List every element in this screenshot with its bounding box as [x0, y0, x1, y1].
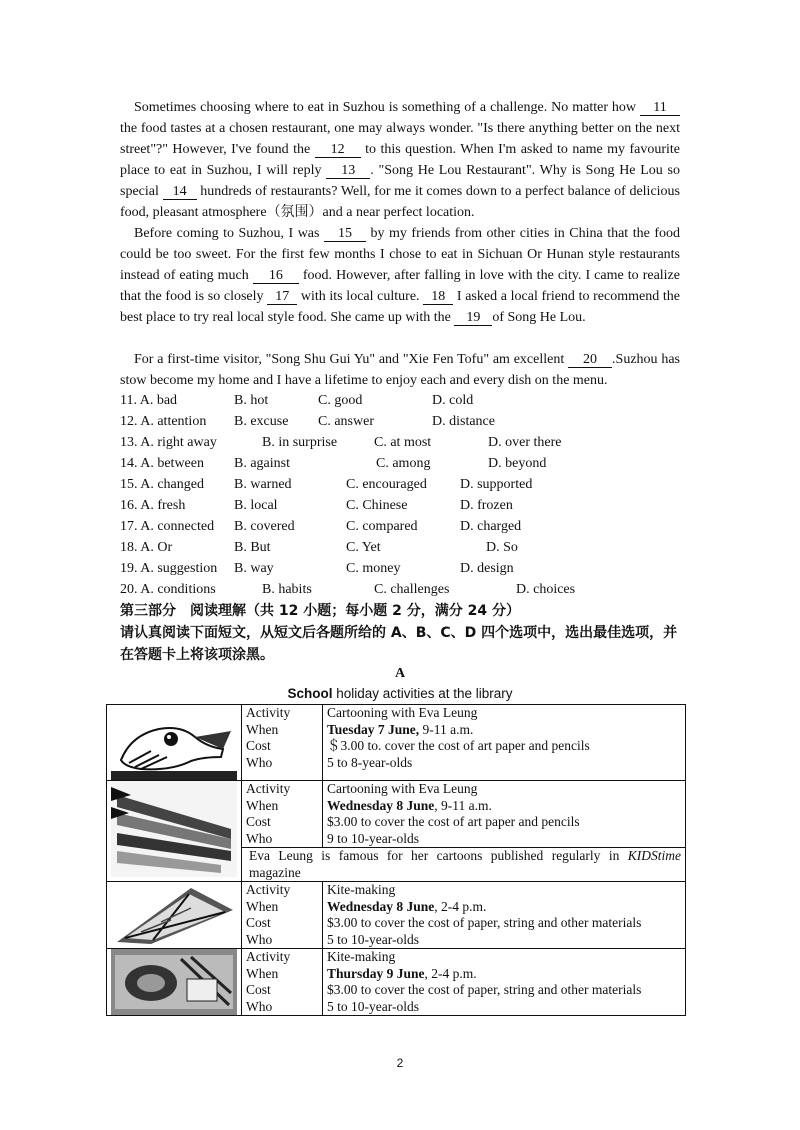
blank-17: 17	[267, 289, 297, 305]
activity-image-cell	[107, 882, 242, 949]
option-row	[120, 432, 700, 453]
option-b: B. But	[234, 540, 271, 555]
option-d: D. frozen	[460, 498, 513, 513]
option-a: 19. A. suggestion	[120, 561, 218, 576]
option-d: D. choices	[516, 582, 576, 597]
activity-details: Cartooning with Eva Leung Wednesday 8 June, 9-11 a.m. $3.00 to cover the cost of art paper and pencils 9 to 10-year-olds	[323, 781, 686, 848]
activity-details: Cartooning with Eva Leung Tuesday 7 June, 9-11 a.m. ＄3.00 to. cover the cost of art paper and pencils 5 to 8-year-olds	[323, 705, 686, 781]
activity-details: Kite-making Thursday 9 June, 2-4 p.m. $3.00 to cover the cost of paper, string and other materials 5 to 10-year-olds	[323, 949, 686, 1016]
passage-paragraph-3: For a first-time visitor, "Song Shu Gui Yu" and "Xie Fen Tofu" am excellent 20 .Suzhou has stow become my home and I have a lifetime to enjoy each and every dish on the menu.	[120, 352, 680, 388]
blank-13: 13	[326, 163, 370, 179]
blank-15: 15	[324, 226, 366, 242]
option-c: C. at most	[374, 435, 432, 450]
activity-image-cell	[107, 781, 242, 882]
option-d: D. So	[486, 540, 518, 555]
option-a: 14. A. between	[120, 456, 204, 471]
option-c: C. compared	[346, 519, 418, 534]
activity-labels: Activity When Cost Who	[242, 781, 323, 848]
option-a: 13. A. right away	[120, 435, 217, 450]
duck-cartoon-image	[111, 705, 237, 780]
option-row	[120, 453, 700, 474]
option-c: C. Yet	[346, 540, 381, 555]
option-a: 18. A. Or	[120, 540, 173, 555]
option-b: B. warned	[234, 477, 292, 492]
option-row	[120, 516, 700, 537]
option-d: D. charged	[460, 519, 522, 534]
option-row	[120, 558, 700, 579]
blank-20: 20	[568, 352, 612, 368]
kite-frame-image	[111, 882, 237, 948]
activity-labels: Activity When Cost Who	[242, 949, 323, 1016]
option-c: C. among	[376, 456, 431, 471]
option-d: D. design	[460, 561, 514, 576]
option-b: B. way	[234, 561, 274, 576]
option-row	[120, 390, 700, 411]
activity-labels: Activity When Cost Who	[242, 705, 323, 781]
option-b: B. in surprise	[262, 435, 338, 450]
table-title: School holiday activities at the library	[287, 686, 513, 701]
passage-paragraph-1: Sometimes choosing where to eat in Suzhou is something of a challenge. No matter how 11 the food tastes at a chosen restaurant, one may always wonder. "Is there anything better on the next street"?" However, I've found the 12 to this question. When I'm asked to name my favourite place to eat in Suzhou, I will reply 13 . "Song He Lou Restaurant". Why is Song He Lou so special 14 hundreds of restaurants? Well, for me it comes down to a perfect balance of delicious food, pleasant atmosphere（氛围）and a near perfect location.	[120, 100, 681, 220]
option-c: C. money	[346, 561, 401, 576]
option-d: D. over there	[488, 435, 562, 450]
option-d: D. beyond	[488, 456, 547, 471]
option-a: 15. A. changed	[120, 477, 204, 492]
option-a: 17. A. connected	[120, 519, 215, 534]
activity-row	[107, 882, 686, 949]
option-d: D. distance	[432, 414, 495, 429]
section-instruction: 请认真阅读下面短文，从短文后各题所给的 A、B、C、D 四个选项中，选出最佳选项，并在答题卡上将该项涂黑。	[120, 625, 678, 663]
blank-19: 19	[454, 310, 492, 326]
activity-image-cell	[107, 705, 242, 781]
option-row	[120, 537, 700, 558]
option-a: 20. A. conditions	[120, 582, 216, 597]
pencils-image	[111, 781, 237, 877]
blank-18: 18	[423, 289, 453, 305]
blank-16: 16	[253, 268, 299, 284]
option-a: 16. A. fresh	[120, 498, 186, 513]
option-row	[120, 474, 700, 495]
blank-11: 11	[640, 100, 680, 116]
option-b: B. covered	[234, 519, 295, 534]
blank-12: 12	[315, 142, 361, 158]
activity-row	[107, 949, 686, 1016]
option-b: B. habits	[262, 582, 312, 597]
option-a: 11. A. bad	[120, 393, 178, 408]
activities-table	[106, 704, 686, 1016]
activity-image-cell	[107, 949, 242, 1016]
option-row	[120, 579, 700, 600]
page-number: 2	[396, 1056, 404, 1070]
option-b: B. excuse	[234, 414, 289, 429]
eva-leung-note: Eva Leung is famous for her cartoons published regularly in KIDStime magazine	[242, 848, 686, 882]
passage-paragraph-2: Before coming to Suzhou, I was 15 by my friends from other cities in China that the food could be too sweet. For the first few months I chose to eat in Sichuan Or Hunan style restaurants instead of eating much 16 food. However, after falling in love with the city. I came to realize that the food is so closely 17 with its local culture. 18 I asked a local friend to recommend the best place to try real local style food. She came up with the 19 of Song He Lou.	[120, 226, 680, 325]
option-c: C. Chinese	[346, 498, 408, 513]
option-a: 12. A. attention	[120, 414, 207, 429]
option-c: C. encouraged	[346, 477, 427, 492]
option-d: D. supported	[460, 477, 533, 492]
blank-14: 14	[163, 184, 197, 200]
option-b: B. hot	[234, 393, 269, 408]
activity-row	[107, 705, 686, 781]
activity-details: Kite-making Wednesday 8 June, 2-4 p.m. $3.00 to cover the cost of paper, string and other materials 5 to 10-year-olds	[323, 882, 686, 949]
option-d: D. cold	[432, 393, 474, 408]
option-b: B. against	[234, 456, 290, 471]
passage-label: A	[394, 666, 406, 681]
activity-labels: Activity When Cost Who	[242, 882, 323, 949]
kite-materials-image	[111, 949, 237, 1015]
activity-row	[107, 781, 686, 848]
option-b: B. local	[234, 498, 278, 513]
option-row	[120, 495, 700, 516]
answer-options	[120, 390, 700, 600]
option-c: C. challenges	[374, 582, 450, 597]
section-heading: 第三部分 阅读理解（共 12 小题；每小题 2 分，满分 24 分）	[120, 603, 520, 619]
option-c: C. answer	[318, 414, 374, 429]
option-c: C. good	[318, 393, 363, 408]
option-row	[120, 411, 700, 432]
